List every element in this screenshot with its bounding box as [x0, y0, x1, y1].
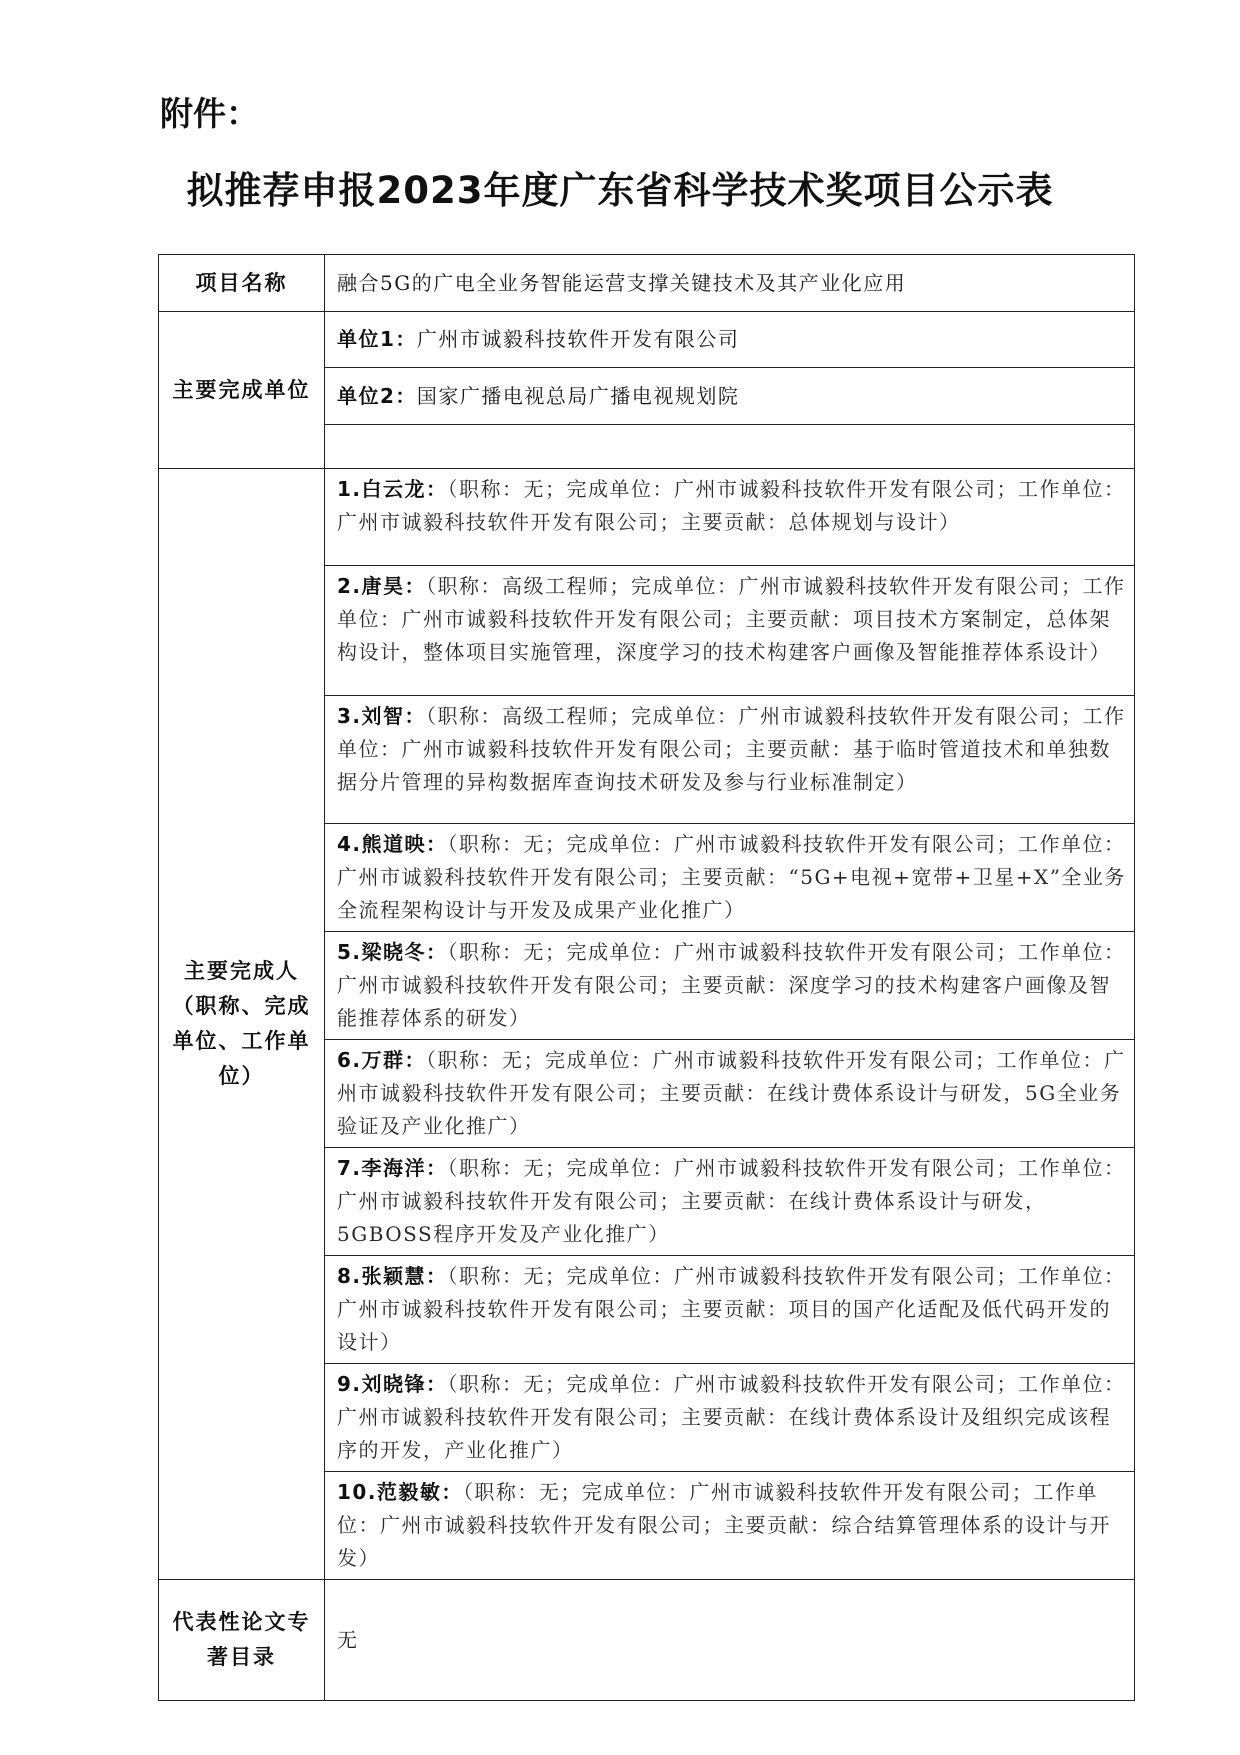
- units-label: 主要完成单位: [159, 312, 325, 469]
- person-detail: （职称：无；完成单位：广州市诚毅科技软件开发有限公司；工作单位：广州市诚毅科技软件开发有限公司；主要贡献：综合结算管理体系的设计与开发）: [337, 1480, 1111, 1570]
- person-detail: （职称：无；完成单位：广州市诚毅科技软件开发有限公司；工作单位：广州市诚毅科技软件开发有限公司；主要贡献：在线计费体系设计及组织完成该程序的开发，产业化推广）: [337, 1372, 1126, 1462]
- person-name: 4.熊道映：: [337, 832, 448, 856]
- person-name: 2.唐昊：: [337, 574, 427, 598]
- person-name: 7.李海洋：: [337, 1156, 448, 1180]
- person-item: [325, 696, 1135, 824]
- persons-label: 主要完成人（职称、完成单位、工作单位）: [159, 469, 325, 1580]
- unit-name: 国家广播电视总局广播电视规划院: [416, 383, 740, 408]
- person-item: [325, 1472, 1135, 1580]
- person-detail: （职称：高级工程师；完成单位：广州市诚毅科技软件开发有限公司；工作单位：广州市诚毅科技软件开发有限公司；主要贡献：基于临时管道技术和单独数据分片管理的异构数据库查询技术研发及参与行业标准制定）: [337, 704, 1126, 794]
- person-name: 9.刘晓锋：: [337, 1372, 448, 1396]
- person-item: [325, 566, 1135, 696]
- project-row: [159, 255, 1135, 312]
- person-item: [325, 1148, 1135, 1256]
- project-name: 融合5G的广电全业务智能运营支撑关键技术及其产业化应用: [325, 255, 1135, 312]
- person-item: [325, 469, 1135, 566]
- unit-item: [325, 312, 1135, 368]
- papers-value: 无: [325, 1580, 1135, 1701]
- attachment-label: 附件：: [160, 94, 259, 133]
- person-row: [159, 469, 1135, 566]
- person-item: [325, 1040, 1135, 1148]
- page-title: 拟推荐申报2023年度广东省科学技术奖项目公示表: [186, 169, 1054, 212]
- person-item: [325, 1256, 1135, 1364]
- person-item: [325, 824, 1135, 932]
- unit-name: 广州市诚毅科技软件开发有限公司: [416, 327, 740, 351]
- unit-item-empty: [325, 425, 1135, 469]
- person-item: [325, 1364, 1135, 1472]
- person-detail: （职称：无；完成单位：广州市诚毅科技软件开发有限公司；工作单位：广州市诚毅科技软件开发有限公司；主要贡献：在线计费体系设计与研发，5GBOSS程序开发及产业化推广）: [337, 1156, 1126, 1246]
- person-detail: （职称：无；完成单位：广州市诚毅科技软件开发有限公司；工作单位：广州市诚毅科技软件开发有限公司；主要贡献：项目的国产化适配及低代码开发的设计）: [337, 1264, 1126, 1354]
- person-name: 10.范毅敏：: [337, 1480, 463, 1504]
- unit-prefix: 单位2：: [337, 383, 417, 408]
- person-detail: （职称：无；完成单位：广州市诚毅科技软件开发有限公司；工作单位：广州市诚毅科技软件开发有限公司；主要贡献：总体规划与设计）: [337, 477, 1126, 534]
- person-name: 3.刘智：: [337, 704, 427, 728]
- project-label: 项目名称: [159, 255, 325, 312]
- person-item: [325, 932, 1135, 1040]
- person-name: 6.万群：: [337, 1048, 427, 1072]
- unit-prefix: 单位1：: [337, 327, 417, 351]
- unit-item: [325, 368, 1135, 425]
- unit-row: [159, 312, 1135, 368]
- papers-label: 代表性论文专著目录: [159, 1580, 325, 1701]
- person-name: 5.梁晓冬：: [337, 940, 448, 964]
- announcement-table: [158, 254, 1135, 1701]
- person-name: 8.张颖慧：: [337, 1264, 448, 1288]
- person-detail: （职称：无；完成单位：广州市诚毅科技软件开发有限公司；工作单位：广州市诚毅科技软件开发有限公司；主要贡献：在线计费体系设计与研发，5G全业务验证及产业化推广）: [337, 1048, 1126, 1138]
- person-detail: （职称：无；完成单位：广州市诚毅科技软件开发有限公司；工作单位：广州市诚毅科技软件开发有限公司；主要贡献：深度学习的技术构建客户画像及智能推荐体系的研发）: [337, 940, 1126, 1030]
- person-detail: （职称：无；完成单位：广州市诚毅科技软件开发有限公司；工作单位：广州市诚毅科技软件开发有限公司；主要贡献：“5G+电视+宽带+卫星+X”全业务全流程架构设计与开发及成果产业化推广）: [337, 832, 1126, 922]
- person-name: 1.白云龙：: [337, 477, 448, 501]
- papers-row: [159, 1580, 1135, 1701]
- person-detail: （职称：高级工程师；完成单位：广州市诚毅科技软件开发有限公司；工作单位：广州市诚毅科技软件开发有限公司；主要贡献：项目技术方案制定，总体架构设计，整体项目实施管理，深度学习的技术构建客户画像及智能推荐体系设计）: [337, 574, 1126, 664]
